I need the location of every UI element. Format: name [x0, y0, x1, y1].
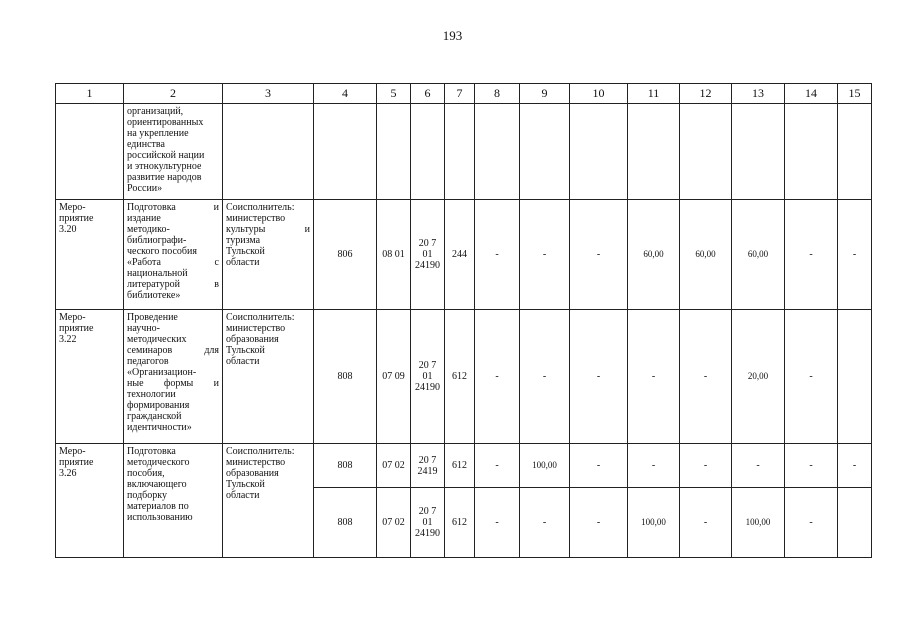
empty-cell — [785, 104, 838, 200]
cell-c4: 808 — [314, 310, 377, 444]
continuation-text: организаций, ориентированных на укрепление единства российской нации и этнокультурное развитие народов России» — [124, 104, 223, 200]
cell-c4: 808 — [314, 488, 377, 558]
cell-c11: 60,00 — [628, 200, 680, 310]
cell-c14: - — [785, 310, 838, 444]
cell-c15 — [838, 488, 872, 558]
cell-c9: - — [520, 200, 570, 310]
header-cell: 6 — [411, 84, 445, 104]
header-cell: 5 — [377, 84, 411, 104]
cell-c10: - — [570, 310, 628, 444]
header-row — [56, 84, 872, 104]
header-cell: 10 — [570, 84, 628, 104]
cell-c12: - — [680, 488, 732, 558]
cell-c12: 60,00 — [680, 200, 732, 310]
header-cell: 9 — [520, 84, 570, 104]
cell-c14: - — [785, 200, 838, 310]
empty-cell — [223, 104, 314, 200]
header-cell: 15 — [838, 84, 872, 104]
cell-c6: 20 7 01 24190 — [411, 488, 445, 558]
table-row — [56, 444, 872, 488]
empty-cell — [520, 104, 570, 200]
cell-c5: 07 02 — [377, 488, 411, 558]
cell-c6: 20 7 01 24190 — [411, 200, 445, 310]
cell-c13: 20,00 — [732, 310, 785, 444]
measure-name: Подготовка методического пособия, включающего подборку материалов по использованию — [124, 444, 223, 558]
measure-label: Меро- приятие 3.20 — [56, 200, 124, 310]
cell-c11: 100,00 — [628, 488, 680, 558]
cell-c13: 100,00 — [732, 488, 785, 558]
cell-c4: 808 — [314, 444, 377, 488]
cell-c6: 20 7 2419 — [411, 444, 445, 488]
cell-c5: 08 01 — [377, 200, 411, 310]
header-cell: 13 — [732, 84, 785, 104]
executor: Соисполнитель: министерство образования Тульской области — [223, 310, 314, 444]
header-cell: 1 — [56, 84, 124, 104]
empty-cell — [411, 104, 445, 200]
header-cell: 12 — [680, 84, 732, 104]
empty-cell — [570, 104, 628, 200]
empty-cell — [445, 104, 475, 200]
cell-c7: 612 — [445, 488, 475, 558]
measure-label: Меро- приятие 3.22 — [56, 310, 124, 444]
cell-c11: - — [628, 444, 680, 488]
cell-c8: - — [475, 200, 520, 310]
empty-cell — [628, 104, 680, 200]
executor: Соисполнитель: министерство образования Тульской области — [223, 444, 314, 558]
empty-cell — [732, 104, 785, 200]
header-cell: 7 — [445, 84, 475, 104]
cell-c12: - — [680, 444, 732, 488]
header-cell: 14 — [785, 84, 838, 104]
header-cell: 3 — [223, 84, 314, 104]
cell-c10: - — [570, 444, 628, 488]
cell-c13: 60,00 — [732, 200, 785, 310]
cell-c7: 612 — [445, 310, 475, 444]
cell-c15: - — [838, 444, 872, 488]
executor: Соисполнитель: министерство культуры и туризма Тульской области — [223, 200, 314, 310]
header-cell: 8 — [475, 84, 520, 104]
empty-cell — [680, 104, 732, 200]
table-row — [56, 200, 872, 310]
header-cell: 11 — [628, 84, 680, 104]
cell-c14: - — [785, 488, 838, 558]
cell-c8: - — [475, 444, 520, 488]
cell-c15: - — [838, 200, 872, 310]
empty-cell — [377, 104, 411, 200]
cell-c7: 244 — [445, 200, 475, 310]
cell-c11: - — [628, 310, 680, 444]
cell-c4: 806 — [314, 200, 377, 310]
cell-c8: - — [475, 488, 520, 558]
empty-cell — [314, 104, 377, 200]
empty-cell — [475, 104, 520, 200]
cell-c9: - — [520, 488, 570, 558]
cell-c12: - — [680, 310, 732, 444]
empty-cell — [56, 104, 124, 200]
continuation-row — [56, 104, 872, 200]
cell-c13: - — [732, 444, 785, 488]
cell-c10: - — [570, 200, 628, 310]
cell-c9: - — [520, 310, 570, 444]
cell-c8: - — [475, 310, 520, 444]
header-cell: 2 — [124, 84, 223, 104]
empty-cell — [838, 104, 872, 200]
cell-c9: 100,00 — [520, 444, 570, 488]
measure-label: Меро- приятие 3.26 — [56, 444, 124, 558]
page-number: 193 — [442, 28, 463, 43]
budget-table — [55, 83, 872, 558]
cell-c6: 20 7 01 24190 — [411, 310, 445, 444]
cell-c7: 612 — [445, 444, 475, 488]
measure-name: Проведение научно- методических семинаров для педагогов «Организацион- ные формы и технологии формирования гражданской идентичности» — [124, 310, 223, 444]
cell-c14: - — [785, 444, 838, 488]
header-cell: 4 — [314, 84, 377, 104]
cell-c5: 07 02 — [377, 444, 411, 488]
cell-c10: - — [570, 488, 628, 558]
table-row — [56, 310, 872, 444]
cell-c15 — [838, 310, 872, 444]
cell-c5: 07 09 — [377, 310, 411, 444]
measure-name: Подготовка и издание методико- библиографи- ческого пособия «Работа с национальной литературой в библиотеке» — [124, 200, 223, 310]
